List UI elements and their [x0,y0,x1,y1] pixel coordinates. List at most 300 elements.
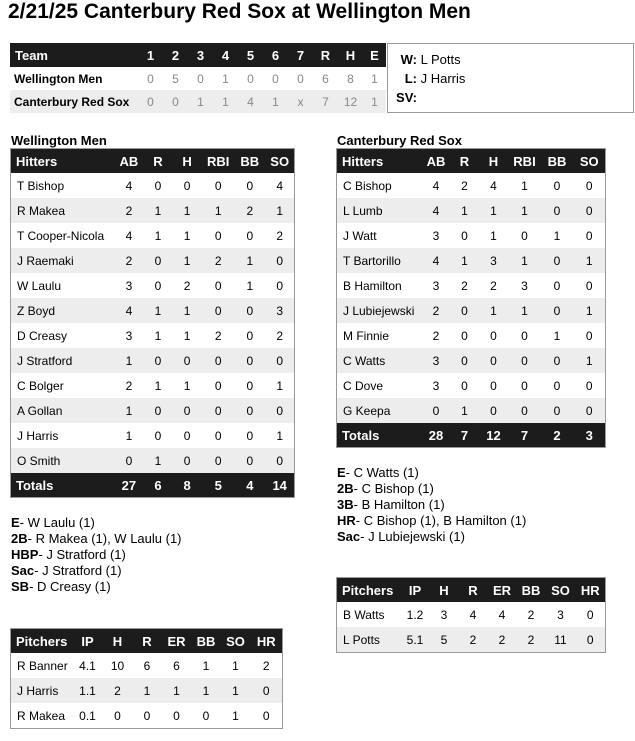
table-row [11,173,295,198]
stat-cell: 1 [172,248,202,273]
stat-cell: 1 [509,248,541,273]
stat-cell: 3 [114,273,144,298]
win-decision [388,52,461,67]
linescore-cell: 1 [363,90,386,113]
note-label: SB [11,579,30,594]
stat-cell: 4 [422,248,451,273]
stat-cell: 0 [509,398,541,423]
stat-cell: 0 [541,273,574,298]
table-row [11,248,295,273]
note-line [11,579,182,595]
stat-cell: 0 [451,223,479,248]
player-name: J Stratford [11,348,114,373]
totals-cell: 4 [234,473,265,498]
stat-cell: 0 [202,273,234,298]
stat-cell: 4 [114,298,144,323]
stat-cell: 3 [422,348,451,373]
stat-cell: 2 [172,273,202,298]
stat-cell: 1 [451,398,479,423]
stat-cell: 1 [144,198,172,223]
stat-cell: 0 [541,398,574,423]
stat-cell: 0 [574,273,606,298]
stat-cell: 0 [114,448,144,473]
stat-cell: 0 [451,298,479,323]
linescore-cell: 4 [238,90,263,113]
stat-cell: 1 [265,373,294,398]
stat-cell: 0 [172,348,202,373]
note-label: 2B [337,481,354,496]
stat-cell: 2 [479,273,509,298]
table-row [11,398,295,423]
note-text: - J Stratford (1) [34,563,122,578]
note-label: 2B [11,531,28,546]
stat-cell: 1 [172,298,202,323]
totals-cell: 14 [265,473,294,498]
stat-cell: 3 [546,602,576,627]
column-header-hr: HR [251,629,283,654]
stat-cell: 0 [541,173,574,198]
away-notes [11,515,182,595]
totals-cell: 7 [509,423,541,448]
stat-cell: 0 [574,398,606,423]
stat-cell: 0 [479,348,509,373]
stat-cell: 1 [541,323,574,348]
stat-cell: 3 [422,223,451,248]
stat-cell: 3 [422,273,451,298]
note-label: HR [337,513,356,528]
linescore-cell: 1 [213,90,238,113]
stat-cell: 2 [103,678,133,703]
stat-cell: 0 [202,448,234,473]
stat-cell: 0 [234,298,265,323]
linescore-cell: 5 [163,67,188,90]
linescore-header-5: 5 [238,43,263,67]
stat-cell: 0 [541,348,574,373]
column-header-hitters: Hitters [337,149,422,174]
stat-cell: 2 [488,627,517,653]
stat-cell: 0 [144,173,172,198]
linescore-cell: x [288,90,313,113]
linescore-cell: 0 [288,67,313,90]
stat-cell: 1 [574,248,606,273]
table-row [11,448,295,473]
linescore-team-name: Canterbury Red Sox [10,90,138,113]
save-label: SV: [396,90,417,105]
linescore-header-team: Team [10,43,138,67]
linescore-header-3: 3 [188,43,213,67]
stat-cell: 0 [265,348,294,373]
stat-cell: 1 [144,323,172,348]
stat-cell: 0 [576,627,606,653]
totals-row [337,423,606,448]
column-header-r: R [144,149,172,174]
linescore-cell: 8 [338,67,363,90]
column-header-er: ER [488,578,517,603]
stat-cell: 0 [509,223,541,248]
stat-cell: 2 [265,323,294,348]
player-name: Z Boyd [11,298,114,323]
stat-cell: 2 [234,198,265,223]
stat-cell: 1 [574,298,606,323]
stat-cell: 0 [234,173,265,198]
stat-cell: 4 [114,173,144,198]
linescore-cell: 0 [138,90,163,113]
stat-cell: 2 [451,273,479,298]
table-row [337,627,606,653]
stat-cell: 4 [488,602,517,627]
away-team-title: Wellington Men [11,133,107,148]
player-name: M Finnie [337,323,422,348]
stat-cell: 0 [144,248,172,273]
stat-cell: 1 [509,198,541,223]
column-header-r: R [133,629,162,654]
stat-cell: 1.2 [401,602,430,627]
note-text: - J Stratford (1) [38,547,126,562]
away-pitchers-table [10,628,283,729]
stat-cell: 0 [162,703,192,729]
note-line [337,513,526,529]
column-header-so: SO [221,629,251,654]
column-header-so: SO [265,149,294,174]
column-header-h: H [172,149,202,174]
note-line [11,563,182,579]
player-name: J Lubiejewski [337,298,422,323]
stat-cell: 0 [574,198,606,223]
column-header-pitchers: Pitchers [337,578,401,603]
table-row [11,323,295,348]
stat-cell: 4 [479,173,509,198]
page-title: 2/21/25 Canterbury Red Sox at Wellington Men [8,0,471,23]
stat-cell: 0 [192,703,221,729]
stat-cell: 1 [192,678,221,703]
column-header-h: H [430,578,459,603]
stat-cell: 0 [234,423,265,448]
linescore-table [10,43,386,113]
table-row [337,198,606,223]
player-name: T Bishop [11,173,114,198]
player-name: L Lumb [337,198,422,223]
column-header-rbi: RBI [202,149,234,174]
home-pitchers-table [336,577,606,653]
linescore-cell: 1 [213,67,238,90]
stat-cell: 0 [509,348,541,373]
linescore-cell: 0 [238,67,263,90]
stat-cell: 1 [114,423,144,448]
player-name: L Potts [337,627,401,653]
stat-cell: 0 [509,373,541,398]
column-header-r: R [459,578,488,603]
stat-cell: 1 [221,703,251,729]
stat-cell: 1 [192,653,221,678]
player-name: R Makea [11,198,114,223]
stat-cell: 0 [451,373,479,398]
stat-cell: 0 [144,273,172,298]
player-name: G Keepa [337,398,422,423]
winning-pitcher: L Potts [420,52,461,67]
column-header-hr: HR [576,578,606,603]
note-label: E [11,515,20,530]
stat-cell: 4.1 [73,653,103,678]
loss-label: L: [404,71,417,86]
stat-cell: 4 [422,173,451,198]
stat-cell: 1 [451,248,479,273]
table-row [337,602,606,627]
stat-cell: 3 [479,248,509,273]
note-text: - B Hamilton (1) [353,497,445,512]
note-text: - D Creasy (1) [29,579,111,594]
stat-cell: 0 [451,348,479,373]
stat-cell: 1 [144,223,172,248]
stat-cell: 0 [202,348,234,373]
player-name: T Cooper-Nicola [11,223,114,248]
totals-cell: 28 [422,423,451,448]
stat-cell: 2 [422,323,451,348]
stat-cell: 2 [202,323,234,348]
note-line [337,529,526,545]
stat-cell: 2 [265,223,294,248]
table-row [11,273,295,298]
player-name: B Watts [337,602,401,627]
stat-cell: 0 [251,703,283,729]
note-line [337,497,526,513]
column-header-bb: BB [541,149,574,174]
player-name: T Bartorillo [337,248,422,273]
stat-cell: 1.1 [73,678,103,703]
stat-cell: 0 [265,448,294,473]
linescore-cell: 0 [263,67,288,90]
stat-cell: 0 [251,678,283,703]
linescore-team-name: Wellington Men [10,67,138,90]
column-header-r: R [451,149,479,174]
stat-cell: 6 [133,653,162,678]
stat-cell: 1 [451,198,479,223]
table-row [337,398,606,423]
note-text: - R Makea (1), W Laulu (1) [27,531,182,546]
note-label: HBP [11,547,39,562]
stat-cell: 10 [103,653,133,678]
totals-cell: 12 [479,423,509,448]
stat-cell: 0 [265,248,294,273]
player-name: J Harris [11,423,114,448]
stat-cell: 1 [479,298,509,323]
stat-cell: 0 [479,373,509,398]
stat-cell: 0 [265,273,294,298]
note-text: - C Watts (1) [345,465,419,480]
stat-cell: 0 [234,323,265,348]
note-line [11,547,182,563]
stat-cell: 1 [479,198,509,223]
linescore-header-h: H [338,43,363,67]
stat-cell: 3 [430,602,459,627]
column-header-bb: BB [517,578,546,603]
pitching-decisions [387,43,634,113]
linescore-cell: 0 [138,67,163,90]
stat-cell: 2 [517,602,546,627]
stat-cell: 1 [202,198,234,223]
stat-cell: 1 [162,678,192,703]
player-name: W Laulu [11,273,114,298]
stat-cell: 0 [479,398,509,423]
stat-cell: 4 [459,602,488,627]
stat-cell: 2 [251,653,283,678]
note-label: E [337,465,346,480]
player-name: R Banner [11,653,73,678]
home-team-title: Canterbury Red Sox [337,133,462,148]
totals-cell: 6 [144,473,172,498]
table-row [11,223,295,248]
stat-cell: 0 [541,198,574,223]
stat-cell: 0 [422,398,451,423]
table-row [11,348,295,373]
column-header-rbi: RBI [509,149,541,174]
table-row [11,678,283,703]
linescore-header-2: 2 [163,43,188,67]
player-name: B Hamilton [337,273,422,298]
table-row [337,323,606,348]
stat-cell: 2 [114,198,144,223]
table-row [337,248,606,273]
table-row [11,198,295,223]
stat-cell: 1 [144,373,172,398]
stat-cell: 0 [541,298,574,323]
stat-cell: 0 [574,373,606,398]
linescore-cell: 7 [313,90,338,113]
table-row [337,373,606,398]
stat-cell: 1 [221,653,251,678]
stat-cell: 0 [144,348,172,373]
player-name: O Smith [11,448,114,473]
column-header-er: ER [162,629,192,654]
stat-cell: 2 [422,298,451,323]
stat-cell: 0 [234,373,265,398]
player-name: R Makea [11,703,73,729]
linescore-header-4: 4 [213,43,238,67]
stat-cell: 2 [459,627,488,653]
stat-cell: 1 [574,348,606,373]
totals-cell: 3 [574,423,606,448]
stat-cell: 0 [576,602,606,627]
player-name: C Bolger [11,373,114,398]
totals-cell: 27 [114,473,144,498]
linescore-cell: 0 [163,90,188,113]
stat-cell: 3 [422,373,451,398]
note-text: - C Bishop (1) [353,481,434,496]
note-label: 3B [337,497,354,512]
linescore-header-e: E [363,43,386,67]
stat-cell: 1 [234,248,265,273]
linescore-header-1: 1 [138,43,163,67]
stat-cell: 0 [133,703,162,729]
loss-decision [388,71,465,86]
note-line [11,515,182,531]
note-text: - J Lubiejewski (1) [360,529,465,544]
stat-cell: 0 [574,223,606,248]
stat-cell: 0 [103,703,133,729]
stat-cell: 1 [172,223,202,248]
table-row [11,653,283,678]
linescore-header-6: 6 [263,43,288,67]
column-header-so: SO [574,149,606,174]
stat-cell: 4 [114,223,144,248]
table-row [11,373,295,398]
losing-pitcher: J Harris [420,71,466,86]
stat-cell: 0 [202,173,234,198]
win-label: W: [400,52,417,67]
player-name: J Harris [11,678,73,703]
stat-cell: 0 [479,323,509,348]
note-text: - W Laulu (1) [19,515,95,530]
stat-cell: 0 [574,323,606,348]
note-label: Sac [337,529,361,544]
stat-cell: 0 [509,323,541,348]
stat-cell: 1 [509,298,541,323]
column-header-bb: BB [192,629,221,654]
home-hitters-table [336,148,606,448]
note-line [11,531,182,547]
column-header-hitters: Hitters [11,149,114,174]
linescore-header-7: 7 [288,43,313,67]
stat-cell: 1 [114,348,144,373]
stat-cell: 5 [430,627,459,653]
table-row [337,173,606,198]
stat-cell: 1 [221,678,251,703]
home-notes [337,465,526,545]
stat-cell: 6 [162,653,192,678]
note-line [337,465,526,481]
stat-cell: 11 [546,627,576,653]
stat-cell: 1 [114,398,144,423]
linescore-cell: 0 [188,67,213,90]
stat-cell: 0 [202,373,234,398]
stat-cell: 1 [541,223,574,248]
stat-cell: 0 [234,348,265,373]
stat-cell: 0 [541,373,574,398]
stat-cell: 0 [172,423,202,448]
note-line [337,481,526,497]
stat-cell: 2 [114,248,144,273]
stat-cell: 1 [234,273,265,298]
player-name: C Watts [337,348,422,373]
column-header-bb: BB [234,149,265,174]
stat-cell: 0 [202,398,234,423]
stat-cell: 3 [114,323,144,348]
stat-cell: 4 [265,173,294,198]
note-text: - C Bishop (1), B Hamilton (1) [355,513,527,528]
player-name: A Gollan [11,398,114,423]
linescore-row [10,90,386,113]
table-row [337,298,606,323]
column-header-ip: IP [73,629,103,654]
totals-cell: 5 [202,473,234,498]
stat-cell: 0 [202,298,234,323]
stat-cell: 0 [234,398,265,423]
table-row [337,348,606,373]
totals-cell: 2 [541,423,574,448]
stat-cell: 3 [265,298,294,323]
player-name: D Creasy [11,323,114,348]
stat-cell: 1 [133,678,162,703]
linescore-cell: 12 [338,90,363,113]
stat-cell: 1 [172,323,202,348]
column-header-pitchers: Pitchers [11,629,73,654]
stat-cell: 0.1 [73,703,103,729]
table-row [337,223,606,248]
totals-cell: 7 [451,423,479,448]
column-header-ab: AB [114,149,144,174]
column-header-so: SO [546,578,576,603]
stat-cell: 0 [172,448,202,473]
away-hitters-table [10,148,295,498]
